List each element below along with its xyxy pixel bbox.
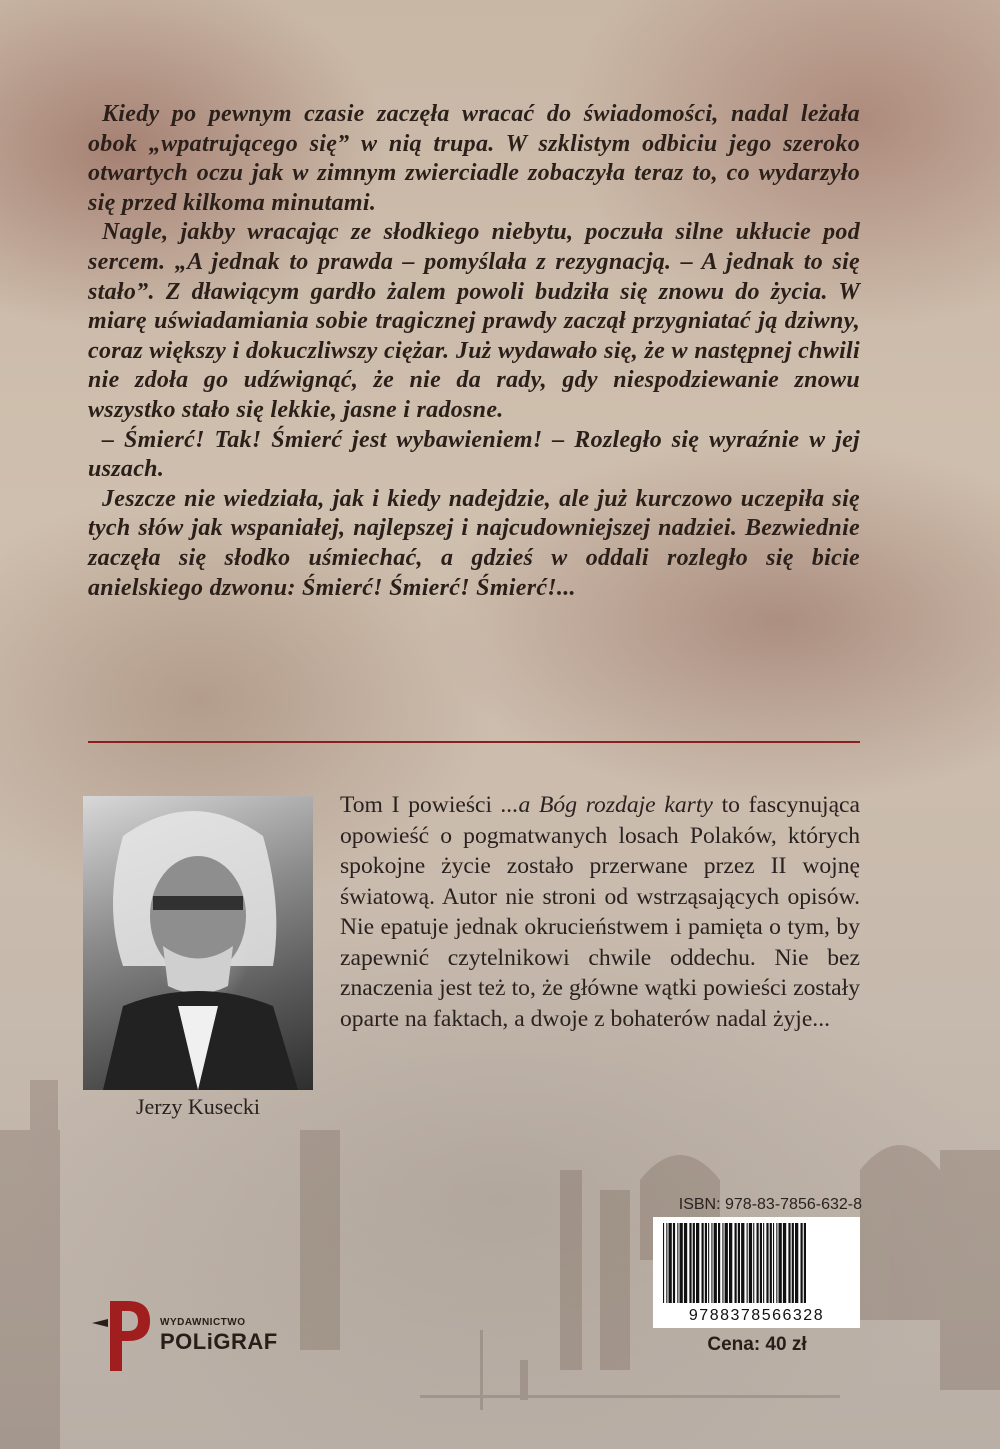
- divider-line: [88, 741, 860, 743]
- barcode-bar: [722, 1223, 723, 1303]
- barcode-bar: [693, 1223, 695, 1303]
- barcode-bar: [741, 1223, 744, 1303]
- excerpt-paragraph: – Śmierć! Tak! Śmierć jest wybawieniem! – Rozległo się wyraźnie w jej uszach.: [88, 426, 860, 483]
- barcode-bar: [708, 1223, 709, 1303]
- excerpt-paragraph: Nagle, jakby wracając ze słodkiego niebytu, poczuła silne ukłucie pod sercem. „A jednak to prawda – pomyślała z rezygnacją. – A jednak to się stało”. Z dławiącym gardło żalem powoli budziła się znowu do życia. W miarę uświadamiania sobie tragicznej prawdy zaczął przygniatać ją dziwny, coraz większy i dokuczliwszy ciężar. Już wydawało się, że w następnej chwili nie zdoła go udźwignąć, że nie da rady, gdy niespodziewanie znowu wszystko stało się lekkie, jasne i radosne.: [88, 219, 860, 423]
- barcode-bar: [749, 1223, 752, 1303]
- barcode-bar: [753, 1223, 754, 1303]
- barcode-bar: [705, 1223, 707, 1303]
- blurb-text-end: to fascynująca opowieść o pogmatwanych losach Polaków, których spokojne życie zostało przerwane przez II wojnę światową. Autor nie stroni od wstrząsających opisów. Nie epatuje jednak okrucieństwem i pamięta o tym, by zapewnić czytelnikowi chwile oddechu. Nie bez znaczenia jest też to, że główne wątki powieści zostały oparte na faktach, a dwoje z bohaterów nadal żyje...: [340, 792, 860, 1032]
- barcode-bar: [663, 1223, 664, 1303]
- barcode-bar: [711, 1223, 712, 1303]
- barcode-bar: [673, 1223, 675, 1303]
- barcode-digits: 9788378566328: [688, 1307, 825, 1324]
- barcode-bar: [669, 1223, 672, 1303]
- barcode-bar: [776, 1223, 777, 1303]
- publisher-small-label: WYDAWNICTWO: [160, 1317, 246, 1328]
- barcode-bars: [653, 1217, 860, 1307]
- price-label: Cena: 40 zł: [707, 1334, 807, 1355]
- barcode-bar: [689, 1223, 691, 1303]
- barcode-bar: [760, 1223, 762, 1303]
- book-excerpt: [88, 100, 860, 603]
- barcode-bar: [714, 1223, 717, 1303]
- barcode-bar: [783, 1223, 786, 1303]
- barcode-bar: [770, 1223, 772, 1303]
- barcode-bar: [666, 1223, 667, 1303]
- barcode-bar: [801, 1223, 803, 1303]
- barcode-bar: [795, 1223, 798, 1303]
- poligraf-p-icon: [88, 1293, 158, 1383]
- publisher-name: POLiGRAF: [160, 1329, 278, 1354]
- author-photo: [83, 796, 313, 1090]
- barcode-bar: [804, 1223, 806, 1303]
- barcode-bar: [792, 1223, 794, 1303]
- book-description: [340, 790, 860, 1034]
- barcode-bar: [718, 1223, 720, 1303]
- isbn-label: ISBN: 978-83-7856-632-8: [678, 1196, 862, 1213]
- barcode-bar: [702, 1223, 704, 1303]
- barcode-bar: [684, 1223, 687, 1303]
- author-caption: Jerzy Kusecki: [135, 1094, 260, 1119]
- author-portrait-image: [83, 796, 313, 1090]
- barcode-bar: [757, 1223, 759, 1303]
- barcode-bar: [696, 1223, 699, 1303]
- book-title: ...a Bóg rozdaje karty: [500, 792, 713, 818]
- barcode-bar: [680, 1223, 683, 1303]
- barcode-bar: [763, 1223, 764, 1303]
- barcode-bar: [725, 1223, 728, 1303]
- barcode-bar: [773, 1223, 774, 1303]
- excerpt-paragraph: Jeszcze nie wiedziała, jak i kiedy nadejdzie, ale już kurczowo uczepiła się tych słów jak wspaniałej, najlepszej i najcudowniejszej nadziei. Bezwiednie zaczęła się słodko uśmiechać, a gdzieś w oddali rozległo się bicie anielskiego dzwonu: Śmierć! Śmierć! Śmierć!...: [88, 485, 860, 601]
- blurb-text-start: Tom I powieści: [340, 792, 501, 818]
- isbn-barcode: [653, 1217, 860, 1328]
- publisher-logo: [88, 1293, 288, 1383]
- barcode-bar: [738, 1223, 740, 1303]
- barcode-bar: [677, 1223, 678, 1303]
- barcode-bar: [788, 1223, 790, 1303]
- barcode-bar: [747, 1223, 748, 1303]
- excerpt-paragraph: Kiedy po pewnym czasie zaczęła wracać do świadomości, nadal leżała obok „wpatrującego się” w nią trupa. W szklistym odbiciu jego szeroko otwartych oczu jak w zimnym zwierciadle zobaczyła teraz to, co wydarzyło się przed kilkoma minutami.: [88, 101, 860, 216]
- barcode-bar: [766, 1223, 768, 1303]
- barcode-bar: [729, 1223, 732, 1303]
- barcode-bar: [779, 1223, 782, 1303]
- barcode-bar: [735, 1223, 737, 1303]
